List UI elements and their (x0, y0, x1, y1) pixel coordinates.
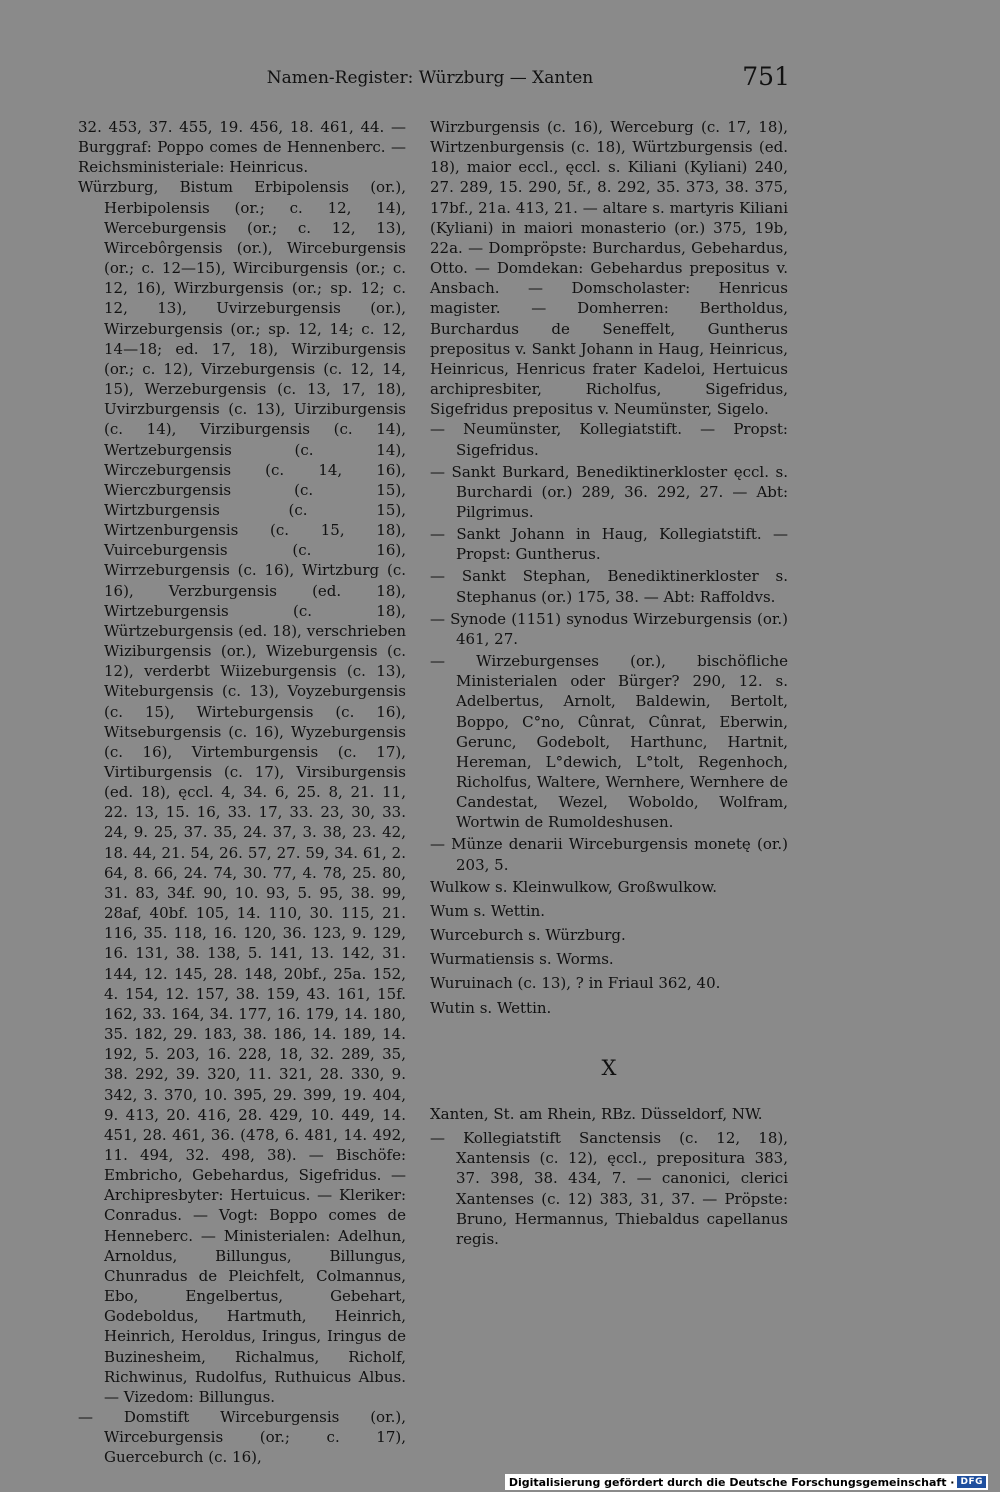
entry-sankt-burkard: — Sankt Burkard, Benediktinerkloster ęccl. s. Burchardi (or.) 289, 36. 292, 27. — Abt: Pilgrimus. (430, 462, 788, 521)
entry-wurceburch: Wurceburch s. Würzburg. (430, 926, 626, 945)
entry-domstift-continuation: Wirzburgensis (c. 16), Werceburg (c. 17, 18), Wirtzenburgensis (c. 18), Würtzburgensis (ed. 18), maior eccl., ęccl. s. Kiliani (Kyliani) 240, 27. 289, 15. 290, 5f., 8. 292, 35. 373, 38. 375, 17bf., 21a. 413, 21. — altare s. martyris Kiliani (Kyliani) in maiori monasterio (or.) 375, 19b, 22a. — Dompröpste: Burchardus, Gebehardus, Otto. — Domdekan: Gebehardus prepositus v. Ansbach. — Domscholaster: Henricus magister. — Domherren: Bertholdus, Burchardus de Seneffelt, Guntherus prepositus v. Sankt Johann in Haug, Heinricus, Heinricus, Henricus frater Kadeloi, Hertuicus archipresbiter, Richolfus, Sigefridus, Sigefridus prepositus v. Neumünster, Sigelo. (430, 118, 788, 419)
entry-sankt-stephan: — Sankt Stephan, Benediktinerkloster s. Stephanus (or.) 175, 38. — Abt: Raffoldvs. (430, 567, 788, 606)
section-letter: X (601, 1055, 617, 1080)
entry-wuerzburg-bistum: Würzburg, Bistum Erbipolensis (or.), Herbipolensis (or.; c. 12, 14), Werceburgensis (or.; c. 12, 13), Wircebôrgensis (or.), Wirceburgensis (or.; c. 12—15), Wirciburgensis (or.; c. 12, 16), Wirzburgensis (or.; sp. 12; c. 12, 13), Uvirzeburgensis (or.), Wirzeburgensis (or.; sp. 12, 14; c. 12, 14—18; ed. 17, 18), Wirziburgensis (or.; c. 12), Virzeburgensis (c. 12, 14, 15), Werzeburgensis (c. 13, 17, 18), Uvirzburgensis (c. 13), Uirziburgensis (c. 14), Virziburgensis (c. 14), Wertzeburgensis (c. 14), Wirczeburgensis (c. 14, 16), Wierczburgensis (c. 15), Wirtzburgensis (c. 15), Wirtzenburgensis (c. 15, 18), Vuirceburgensis (c. 16), Wirrzeburgensis (c. 16), Wirtzburg (c. 16), Verzburgensis (ed. 18), Wirtzeburgensis (c. 18), Würtzeburgensis (ed. 18), verschrieben Wiziburgensis (or.), Wizeburgensis (c. 12), verderbt Wiizeburgensis (c. 13), Witeburgensis (c. 13), Voyzeburgensis (c. 15), Wirteburgensis (c. 16), Witseburgensis (c. 16), Wyzeburgensis (c. 16), Virtemburgensis (c. 17), Virtiburgensis (c. 17), Virsiburgensis (ed. 18), ęccl. 4, 34. 6, 25. 8, 21. 11, 22. 13, 15. 16, 33. 17, 33. 23, 30, 33. 24, 9. 25, 37. 35, 24. 37, 3. 38, 23. 42, 18. 44, 21. 54, 26. 57, 27. 59, 34. 61, 2. 64, 8. 66, 24. 74, 30. 77, 4. 78, 25. 80, 31. 83, 34f. 90, 10. 93, 5. 95, 38. 99, 28af, 40bf. 105, 14. 110, 30. 115, 21. 116, 35. 118, 16. 120, 36. 123, 9. 129, 16. 131, 38. 138, 5. 141, 13. 142, 31. 144, 12. 145, 28. 148, 20bf., 25a. 152, 4. 154, 12. 157, 38. 159, 43. 161, 15f. 162, 33. 164, 34. 177, 16. 179, 14. 180, 35. 182, 29. 183, 38. 186, 14. 189, 14. 192, 5. 203, 16. 228, 18, 32. 289, 35, 38. 292, 39. 320, 11. 321, 28. 330, 9. 342, 3. 370, 10. 395, 29. 399, 19. 404, 9. 413, 20. 416, 28. 429, 10. 449, 14. 451, 28. 461, 36. (478, 6. 481, 14. 492, 11. 494, 32. 498, 38). — Bischöfe: Embricho, Gebehardus, Sigefridus. — Archipresbyter: Hertuicus. — Kleriker: Conradus. — Vogt: Boppo comes de Henneberc. — Ministerialen: Adelhun, Arnoldus, Billungus, Billungus, Chunradus de Pleichfelt, Colmannus, Ebo, Engelbertus, Gebehart, Godeboldus, Hartmuth, Heinrich, Heinrich, Heroldus, Iringus, Iringus de Buzinesheim, Richalmus, Richolf, Richwinus, Rudolfus, Ruthuicus Albus. — Vizedom: Billungus. (78, 178, 406, 1406)
dfg-logo: DFG (957, 1476, 986, 1488)
entry-wulkow: Wulkow s. Kleinwulkow, Großwulkow. (430, 877, 718, 896)
entry-wutin: Wutin s. Wettin. (430, 998, 552, 1017)
entry-wirzeburgenses: — Wirzeburgenses (or.), bischöfliche Ministerialen oder Bürger? 290, 12. s. Adelbertus, Arnolt, Baldewin, Bertolt, Boppo, C°no, Cûnrat, Cûnrat, Eberwin, Gerunc, Godebolt, Harthunc, Hartnit, Hereman, L°dewich, L°tolt, Regenhoch, Richolfus, Waltere, Wernhere, Wernhere de Candestat, Wezel, Woboldo, Wolfram, Wortwin de Rumoldeshusen. (430, 652, 788, 832)
entry-neumuenster: — Neumünster, Kollegiatstift. — Propst: Sigefridus. (430, 420, 788, 459)
entry-wuruinach: Wuruinach (c. 13), ? in Friaul 362, 40. (430, 974, 721, 993)
entry-continuation: 32. 453, 37. 455, 19. 456, 18. 461, 44. — Burggraf: Poppo comes de Hennenberc. — Reichsministeriale: Heinricus. (78, 118, 406, 177)
right-column (430, 117, 788, 1251)
entry-xanten: Xanten, St. am Rhein, RBz. Düsseldorf, NW. (430, 1104, 763, 1123)
entry-domstift: — Domstift Wirceburgensis (or.), Wirceburgensis (or.; c. 17), Guerceburch (c. 16), (78, 1408, 406, 1467)
left-column (78, 117, 406, 1469)
footer-credit (505, 1474, 988, 1490)
running-head (0, 62, 1000, 96)
entry-muenze: — Münze denarii Wirceburgensis monetę (or.) 203, 5. (430, 835, 788, 874)
entry-sankt-johann: — Sankt Johann in Haug, Kollegiatstift. — Propst: Guntherus. (430, 525, 788, 564)
entry-wum: Wum s. Wettin. (430, 901, 546, 920)
footer-text: Digitalisierung gefördert durch die Deutsche Forschungsgemeinschaft · (508, 1475, 955, 1489)
entry-xanten-kollegiatstift: — Kollegiatstift Sanctensis (c. 12, 18), Xantensis (c. 12), ęccl., prepositura 383, 37. 398, 38. 434, 7. — canonici, clerici Xantenses (c. 12) 383, 31, 37. — Pröpste: Bruno, Hermannus, Thiebaldus capellanus regis. (430, 1129, 788, 1248)
entry-wurmatiensis: Wurmatiensis s. Worms. (430, 950, 614, 969)
entry-synode: — Synode (1151) synodus Wirzeburgensis (or.) 461, 27. (430, 609, 788, 648)
running-title: Namen-Register: Würzburg — Xanten (266, 68, 594, 88)
page-number: 751 (742, 62, 790, 91)
